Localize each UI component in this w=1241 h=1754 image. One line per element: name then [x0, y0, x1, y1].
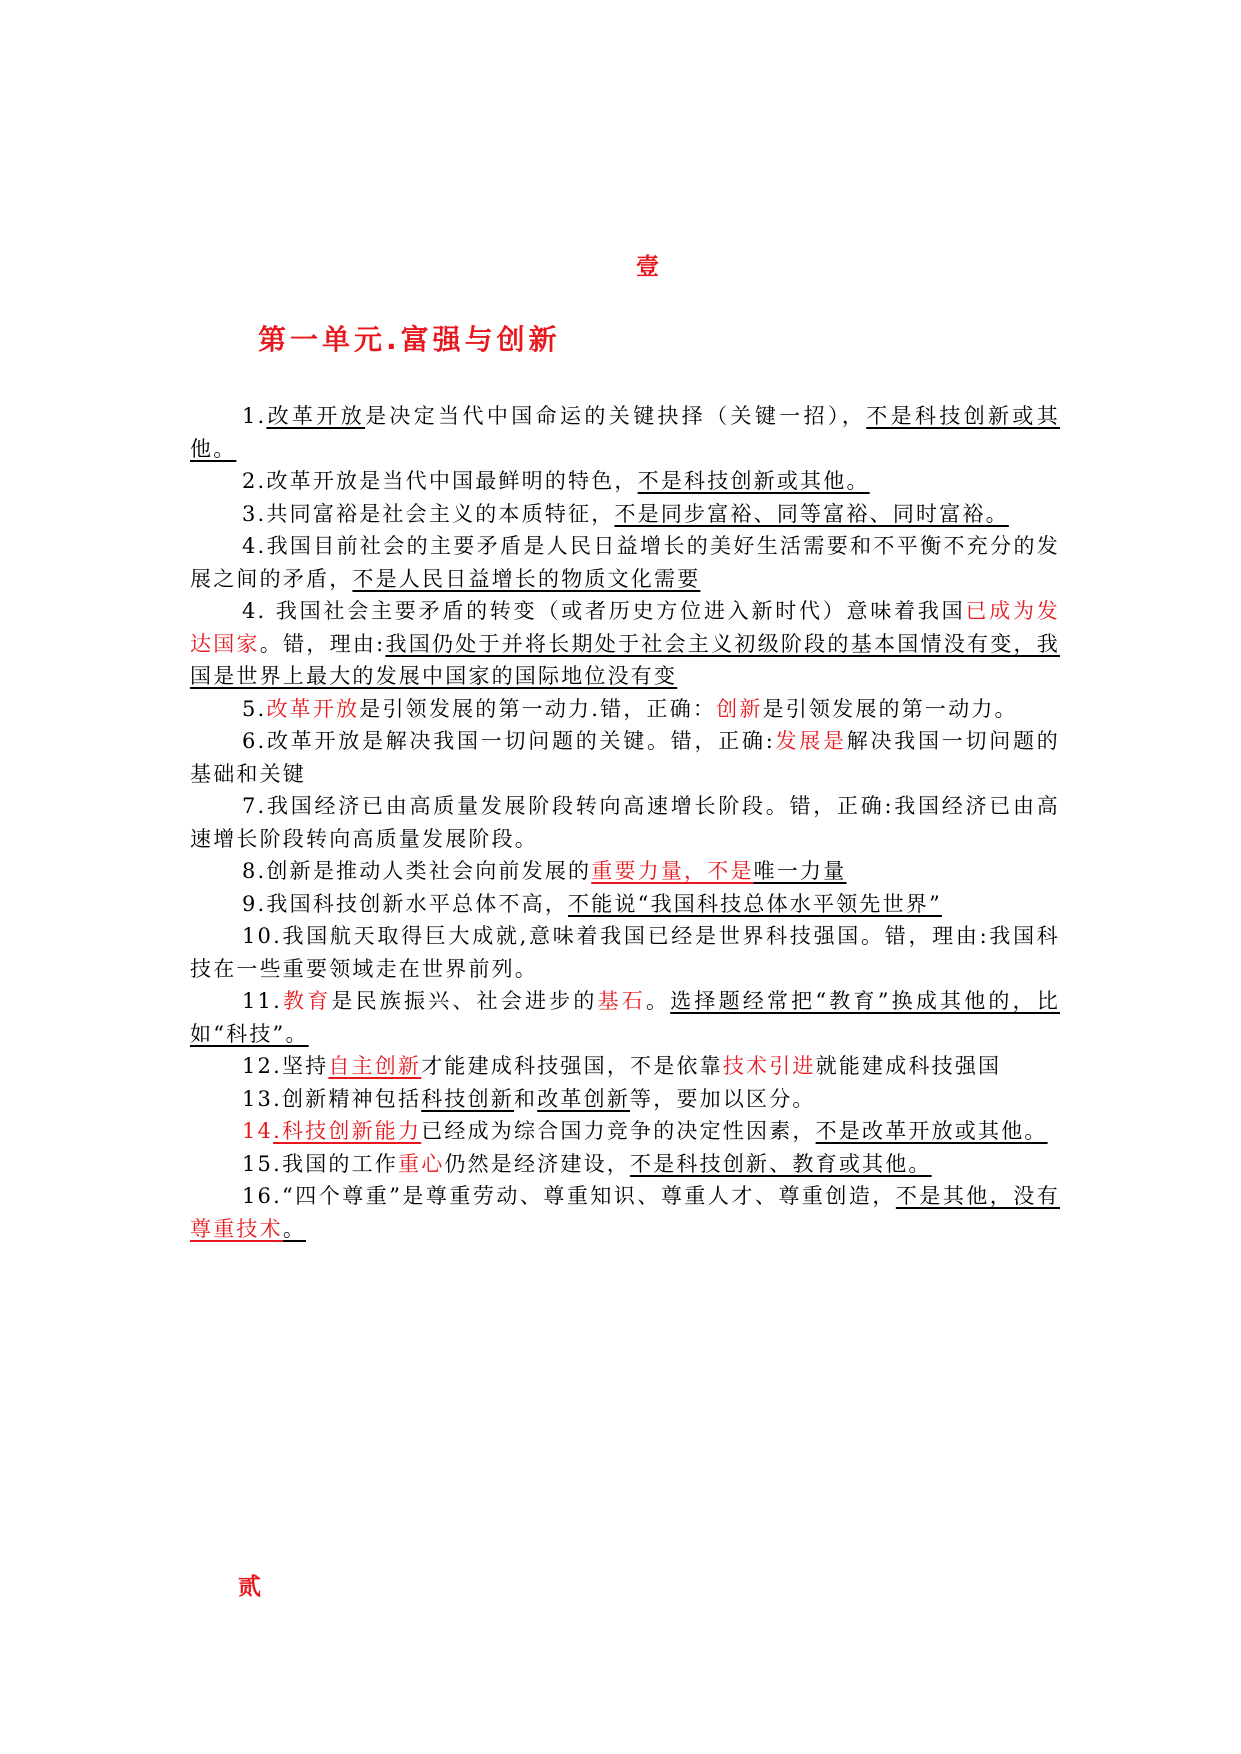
text-segment: 是民族振兴、社会进步的	[331, 989, 598, 1013]
text-segment: 基石	[597, 989, 646, 1013]
text-segment: 尊重技术	[190, 1216, 283, 1241]
text-segment: 1.	[242, 404, 267, 428]
text-segment: 不能说“我国科技总体水平领先世界”	[568, 891, 942, 916]
list-item	[190, 1050, 1060, 1083]
list-item	[190, 530, 1060, 595]
list-item	[190, 498, 1060, 531]
text-segment: 13.创新精神包括	[242, 1086, 422, 1111]
text-segment: 。	[282, 1216, 307, 1241]
text-segment: 不是科技创新或其他。	[190, 404, 1060, 461]
list-item	[190, 1180, 1060, 1245]
text-segment: 15.我国的工作	[242, 1151, 398, 1176]
list-item	[190, 693, 1060, 726]
text-segment: .科技创新能力	[273, 1119, 422, 1143]
text-segment: 16.“四个尊重”是尊重劳动、尊重知识、尊重人才、尊重创造，	[242, 1184, 896, 1208]
text-segment: 就能建成科技强国	[815, 1054, 1002, 1078]
text-segment: 我国仍处于并将长期处于社会主义初级阶段的基本国情没有变，我国是世界上最大的发展中国家的国际地位没有变	[190, 631, 1060, 688]
text-segment: 仍然是经济建设，	[444, 1151, 631, 1176]
text-segment: 选择题经常把“教育”换成其他的，比如“科技”。	[190, 989, 1061, 1046]
text-segment: 创新	[716, 696, 763, 721]
text-segment: 解决我国一切问题的基础和关键	[190, 729, 1060, 786]
text-segment: 3.共同富裕是社会主义的本质特征，	[242, 501, 615, 526]
text-segment: 11.	[242, 989, 282, 1013]
section-marker-second: 贰	[238, 1574, 261, 1600]
text-segment: 重要力量，不是	[591, 859, 754, 883]
text-segment: 7.我国经济已由高质量发展阶段转向高速增长阶段。错，正确:我国经济已由高速增长阶段转向高质量发展阶段。	[190, 794, 1060, 851]
text-segment: 已经成为综合国力竞争的决定性因素，	[421, 1119, 816, 1143]
text-segment: 不是人民日益增长的物质文化需要	[352, 566, 701, 591]
text-segment: 已成为发达国家	[190, 599, 1060, 656]
text-segment: 8.创新是推动人类社会向前发展的	[242, 859, 592, 883]
list-item	[190, 888, 1060, 921]
list-item	[190, 920, 1060, 985]
text-segment: 发展是	[774, 729, 847, 753]
text-segment: 是引领发展的第一动力.错，正确：	[359, 696, 717, 721]
text-segment: 2.改革开放是当代中国最鲜明的特色，	[242, 469, 638, 493]
list-item	[190, 1083, 1060, 1116]
text-segment: 不是科技创新或其他。	[637, 469, 870, 493]
list-item	[190, 790, 1060, 855]
text-segment: 5.	[242, 696, 267, 721]
list-item	[190, 855, 1060, 888]
text-segment: 教育	[282, 989, 332, 1013]
text-segment: 改革开放	[266, 404, 366, 428]
text-segment: 技术引进	[722, 1054, 816, 1078]
list-item	[190, 985, 1060, 1050]
text-segment: 4. 我国社会主要矛盾的转变（或者历史方位进入新时代）意味着我国	[242, 599, 966, 623]
list-item	[190, 465, 1060, 498]
text-segment: 改革创新	[537, 1086, 631, 1111]
text-segment: 和	[514, 1086, 538, 1111]
text-segment: 9.我国科技创新水平总体不高，	[242, 891, 569, 916]
text-segment: 是引领发展的第一动力。	[762, 696, 1018, 721]
section-marker-first: 壹	[636, 254, 659, 280]
text-segment: 等，要加以区分。	[630, 1086, 816, 1111]
text-segment: 。	[645, 989, 671, 1013]
text-segment: 12.坚持	[242, 1054, 329, 1078]
list-item	[190, 595, 1060, 693]
content-list	[190, 400, 1060, 1245]
text-segment: 14	[242, 1119, 274, 1143]
text-segment: 4.我国目前社会的主要矛盾是人民日益增长的美好生活需要和不平衡不充分的发展之间的矛盾，	[190, 534, 1060, 591]
text-segment: 重心	[398, 1151, 445, 1176]
list-item	[190, 400, 1060, 465]
text-segment: 不是科技创新、教育或其他。	[630, 1151, 932, 1176]
text-segment: 唯一力量	[753, 859, 847, 883]
text-segment: 。错，理由:	[259, 631, 386, 656]
text-segment: 科技创新	[421, 1086, 515, 1111]
text-segment: 不是改革开放或其他。	[815, 1119, 1048, 1143]
text-segment: 是决定当代中国命运的关键抉择（关键一招），	[365, 404, 867, 428]
list-item	[190, 1115, 1060, 1148]
text-segment: 才能建成科技强国，不是依靠	[421, 1054, 723, 1078]
text-segment: 不是其他，没有	[895, 1184, 1060, 1208]
text-segment: 10.我国航天取得巨大成就,意味着我国已经是世界科技强国。错，理由:我国科技在一些重要领域走在世界前列。	[190, 924, 1060, 981]
page-title: 第一单元.富强与创新	[258, 323, 561, 356]
text-segment: 不是同步富裕、同等富裕、同时富裕。	[614, 501, 1009, 526]
list-item	[190, 1148, 1060, 1181]
text-segment: 改革开放	[266, 696, 360, 721]
text-segment: 自主创新	[328, 1054, 422, 1078]
text-segment: 6.改革开放是解决我国一切问题的关键。错，正确:	[242, 729, 775, 753]
list-item	[190, 725, 1060, 790]
